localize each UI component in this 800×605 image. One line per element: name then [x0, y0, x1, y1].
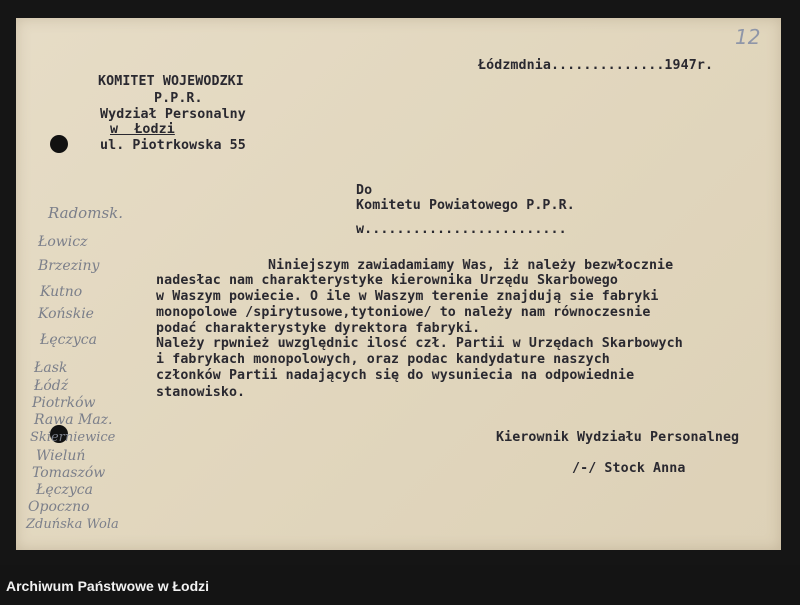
org-line-4: w Łodzi — [110, 122, 175, 137]
recipient-name: Komitetu Powiatowego P.P.R. — [356, 198, 575, 213]
recipient-to: Do — [356, 183, 373, 198]
handwritten-item: Końskie — [38, 306, 94, 322]
handwritten-item: Skierniewice — [30, 430, 116, 445]
org-line-1: KOMITET WOJEWODZKI — [98, 74, 244, 89]
punch-hole-top — [50, 135, 68, 153]
signature-title: Kierownik Wydziału Personalneg — [496, 430, 740, 445]
handwritten-item: Tomaszów — [32, 465, 106, 481]
handwritten-item: Opoczno — [28, 499, 90, 515]
handwritten-item: Łowicz — [38, 234, 88, 250]
handwritten-item: Wieluń — [36, 448, 86, 464]
body-line-8: członków Partii nadających się do wysuniecia na odpowiednie — [156, 368, 635, 383]
body-line-9: stanowisko. — [156, 385, 246, 400]
body-line-7: i fabrykach monopolowych, oraz podac kandydature naszych — [156, 352, 610, 367]
handwritten-item: Kutno — [40, 284, 83, 300]
handwritten-item: Piotrków — [32, 395, 96, 411]
handwritten-item: Zduńska Wola — [26, 517, 119, 532]
signature-name: /-/ Stock Anna — [572, 461, 686, 476]
body-line-1: Niniejszym zawiadamiamy Was, iż należy bezwłocznie — [268, 258, 674, 273]
body-line-5: podać charakterystyke dyrektora fabryki. — [156, 321, 481, 336]
org-line-2: P.P.R. — [154, 91, 203, 106]
page-number: 12 — [735, 25, 761, 49]
body-line-3: w Waszym powiecie. O ile w Waszym terenie znajdują sie fabryki — [156, 289, 659, 304]
date-line: Łódzmdnia..............1947r. — [478, 58, 714, 73]
body-line-6: Należy rpwnież uwzględnic ilosć czł. Partii w Urzędach Skarbowych — [156, 336, 683, 351]
handwritten-item: Łask — [34, 360, 68, 376]
handwritten-item: Radomsk. — [48, 204, 123, 222]
handwritten-item: Łęczyca — [36, 482, 93, 498]
body-line-2: nadesłac nam charakterystyke kierownika Urzędu Skarbowego — [156, 273, 619, 288]
org-address: ul. Piotrkowska 55 — [100, 138, 246, 153]
handwritten-item: Łódź — [34, 378, 69, 394]
org-line-3: Wydział Personalny — [100, 107, 246, 122]
handwritten-item: Brzeziny — [38, 258, 100, 274]
handwritten-item: Łęczyca — [40, 332, 97, 348]
archive-name: Archiwum Państwowe w Łodzi — [6, 578, 210, 594]
body-line-4: monopolowe /spirytusowe,tytoniowe/ to należy nam równoczesnie — [156, 305, 651, 320]
handwritten-item: Rawa Maz. — [34, 412, 113, 428]
recipient-place: w......................... — [356, 222, 567, 237]
